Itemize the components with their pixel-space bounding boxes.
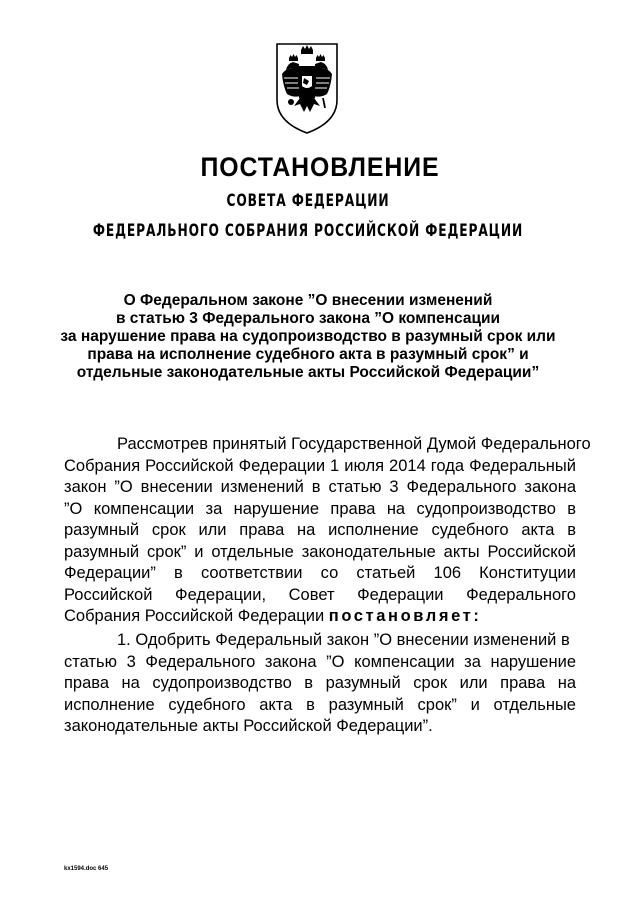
- document-subject: [0, 292, 616, 382]
- paragraph-line: разумный срок” и отдельные законодательные акты Российской: [64, 542, 576, 561]
- resolves-keyword: постановляет:: [328, 607, 482, 625]
- paragraph-line: исполнение судебного акта в разумный срок” и отдельные: [64, 695, 576, 714]
- subject-line: отдельные законодательные акты Российской Федерации”: [76, 364, 540, 381]
- paragraph-line: Собрания Российской Федерации 1 июля 2014 года Федеральный: [64, 456, 576, 475]
- paragraph-line: Федерации” в соответствии со статьей 106 Конституции: [64, 564, 576, 582]
- paragraph-line: статью 3 Федерального закона ”О компенсации за нарушение: [64, 652, 576, 671]
- issuer-line-1: СОВЕТА ФЕДЕРАЦИИ: [226, 191, 390, 211]
- document-type-title: ПОСТАНОВЛЕНИЕ: [200, 152, 440, 182]
- paragraph-line: ”О компенсации за нарушение права на судопроизводство в: [64, 499, 576, 518]
- subject-line: за нарушение права на судопроизводство в разумный срок или: [60, 328, 556, 345]
- subject-line: в статью 3 Федерального закона ”О компенсации: [115, 310, 501, 327]
- paragraph-line: законодательные акты Российской Федерации”.: [64, 717, 433, 735]
- issuer-line-2: ФЕДЕРАЛЬНОГО СОБРАНИЯ РОССИЙСКОЙ ФЕДЕРАЦИИ: [92, 221, 524, 241]
- document-code: kx1594.doc 645: [64, 866, 109, 872]
- paragraph-line: Рассмотрев принятый Государственной Думой Федерального: [117, 435, 591, 453]
- paragraph-line: [64, 606, 576, 628]
- subject-line: О Федеральном законе ”О внесении изменений: [123, 292, 493, 309]
- paragraph-line: 1. Одобрить Федеральный закон ”О внесении изменений в: [117, 631, 570, 649]
- paragraph-line: разумный срок или права на исполнение судебного акта в: [64, 521, 576, 539]
- paragraph-line: права на судопроизводство в разумный срок или права на: [64, 674, 576, 692]
- coat-of-arms-icon: [273, 40, 341, 136]
- resolution-item-1-paragraph: [64, 630, 576, 738]
- paragraph-line: закон ”О внесении изменений в статью 3 Федерального закона: [64, 478, 576, 496]
- paragraph-text: Собрания Российской Федерации: [64, 607, 329, 625]
- resolution-preamble-paragraph: [64, 434, 591, 628]
- subject-line: права на исполнение судебного акта в разумный срок” и: [87, 346, 529, 363]
- paragraph-line: Российской Федерации, Совет Федерации Федерального: [64, 585, 576, 604]
